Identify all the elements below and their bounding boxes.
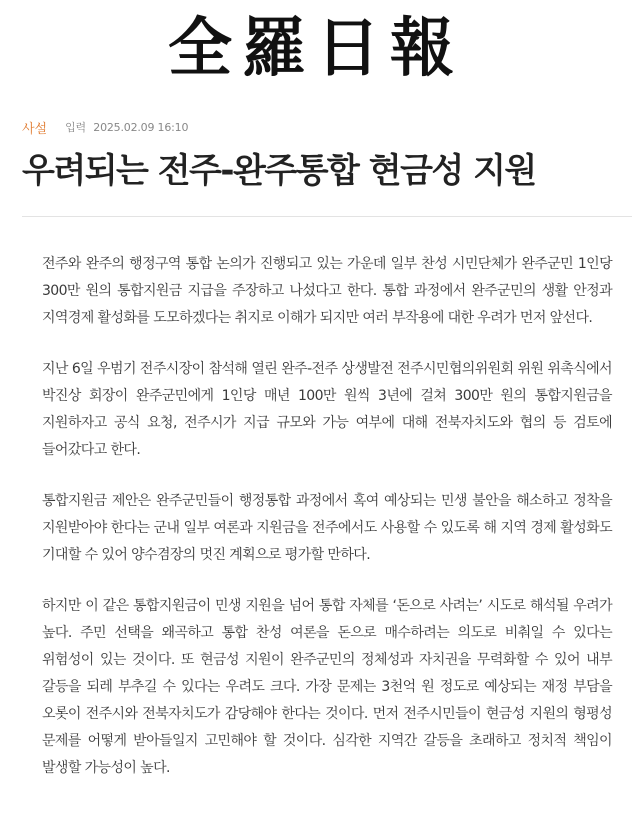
section-label[interactable]: 사설	[22, 121, 48, 137]
article-meta	[22, 118, 188, 136]
publish-date-label: 입력	[65, 121, 86, 134]
article-paragraph: 지난 6일 우범기 전주시장이 참석해 열린 완주-전주 상생발전 전주시민협의위원회 위원 위촉식에서 박진상 회장이 완주군민에게 1인당 매년 100만 원씩 3년에 걸쳐 300만 원의 통합지원금을 지원하자고 공식 요청, 전주시가 지급 규모와 가능 여부에 대해 전북자치도와 협의 등 검토에 들어갔다고 한다.	[42, 361, 612, 458]
masthead-logo: 全羅日報	[168, 11, 464, 86]
article-headline: 우려되는 전주-완주통합 현금성 지원	[22, 151, 536, 191]
publish-date	[65, 119, 188, 135]
article-body	[42, 251, 612, 806]
article-paragraph: 하지만 이 같은 통합지원금이 민생 지원을 넘어 통합 자체를 ‘돈으로 사려는’ 시도로 해석될 우려가 높다. 주민 선택을 왜곡하고 통합 찬성 여론을 돈으로 매수하려는 의도로 비춰일 수 있다는 위험성이 있는 것이다. 또 현금성 지원이 완주군민의 정체성과 자치권을 무력화할 수 있어 내부 갈등을 되레 부추길 수 있다는 우려도 크다. 가장 문제는 3천억 원 정도로 예상되는 재정 부담을 오롯이 전주시와 전북자치도가 감당해야 한다는 것이다. 먼저 전주시민들이 현금성 지원의 형평성 문제를 어떻게 받아들일지 고민해야 할 것이다. 심각한 지역간 갈등을 초래하고 정치적 책임이 발생할 가능성이 높다.	[42, 598, 612, 776]
newspaper-masthead[interactable]	[0, 8, 632, 90]
headline-divider	[22, 216, 632, 217]
article-paragraph: 통합지원금 제안은 완주군민들이 행정통합 과정에서 혹여 예상되는 민생 불안을 해소하고 정착을 지원받아야 한다는 군내 일부 여론과 지원금을 전주에서도 사용할 수 있도록 해 지역 경제 활성화도 기대할 수 있어 양수겸장의 멋진 계획으로 평가할 만하다.	[42, 493, 612, 563]
publish-date-value: 2025.02.09 16:10	[93, 121, 189, 134]
article-paragraph: 전주와 완주의 행정구역 통합 논의가 진행되고 있는 가운데 일부 찬성 시민단체가 완주군민 1인당 300만 원의 통합지원금 지급을 주장하고 나섰다고 한다. 통합 과정에서 완주군민의 생활 안정과 지역경제 활성화를 도모하겠다는 취지로 이해가 되지만 여러 부작용에 대한 우려가 먼저 앞선다.	[42, 256, 612, 326]
